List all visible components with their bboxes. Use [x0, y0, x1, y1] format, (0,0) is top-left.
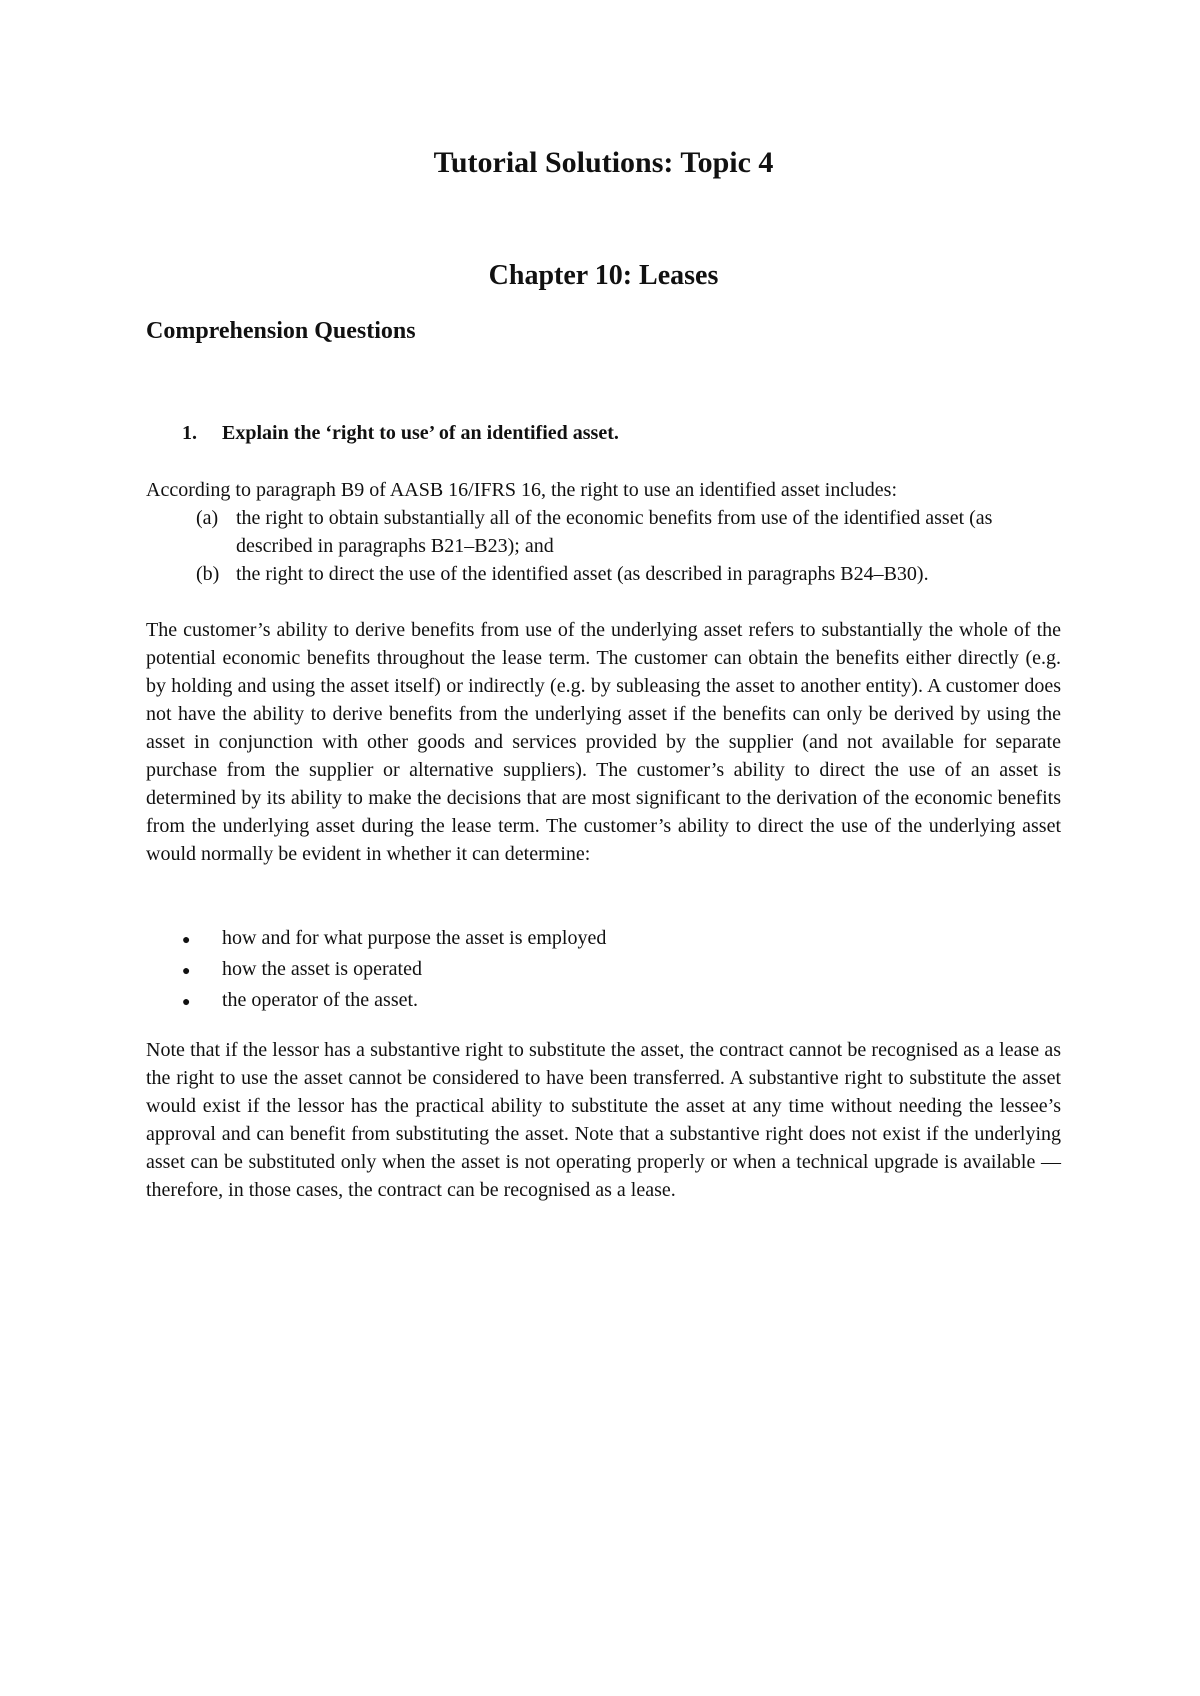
- question-1: [182, 422, 619, 445]
- section-heading: Comprehension Questions: [146, 318, 416, 344]
- list-item: [196, 560, 1061, 588]
- list-item-text: the operator of the asset.: [222, 989, 419, 1011]
- list-marker: (b): [196, 563, 220, 585]
- paragraph-benefits: The customer’s ability to derive benefits from use of the underlying asset refers to substantially the whole of the potential economic benefits throughout the lease term. The customer can obtain the benefits either directly (e.g. by holding and using the asset itself) or indirectly (e.g. by subleasing the asset to another entity). A customer does not have the ability to derive benefits from the underlying asset if the benefits can only be derived by using the asset in conjunction with other goods and services provided by the supplier (and not available for separate purchase from the supplier or alternative suppliers). The customer’s ability to direct the use of an asset is determined by its ability to make the decisions that are most significant to the derivation of the economic benefits from the underlying asset during the lease term. The customer’s ability to direct the use of the underlying asset would normally be evident in whether it can determine:: [146, 619, 1061, 865]
- list-item: [196, 504, 1061, 560]
- list-item-text: the right to obtain substantially all of the economic benefits from use of the identified asset (as described in paragraphs B21–B23); and: [236, 507, 993, 557]
- determine-bullet-list: [182, 924, 1062, 1017]
- chapter-heading: Chapter 10: Leases: [488, 260, 719, 291]
- list-item-text: how and for what purpose the asset is employed: [222, 927, 607, 949]
- rights-list: [196, 504, 1061, 588]
- document-title: Tutorial Solutions: Topic 4: [433, 146, 774, 179]
- list-marker: (a): [196, 507, 219, 529]
- bullet-icon: ●: [182, 933, 191, 948]
- list-item-text: how the asset is operated: [222, 958, 422, 980]
- question-number: 1.: [182, 422, 197, 444]
- bullet-icon: ●: [182, 995, 191, 1010]
- list-item: [182, 986, 1062, 1017]
- paragraph-substitution: Note that if the lessor has a substantive right to substitute the asset, the contract cannot be recognised as a lease as the right to use the asset cannot be considered to have been transferred. A substantive right to substitute the asset would exist if the lessor has the practical ability to substitute the asset at any time without needing the lessee’s approval and can benefit from substituting the asset. Note that a substantive right does not exist if the underlying asset can be substituted only when the asset is not operating properly or when a technical upgrade is available — therefore, in those cases, the contract can be recognised as a lease.: [146, 1039, 1061, 1201]
- paragraph-intro: According to paragraph B9 of AASB 16/IFRS 16, the right to use an identified asset includes:: [146, 479, 897, 501]
- bullet-icon: ●: [182, 964, 191, 979]
- list-item: [182, 924, 1062, 955]
- question-text: Explain the ‘right to use’ of an identified asset.: [222, 422, 619, 444]
- list-item-text: the right to direct the use of the identified asset (as described in paragraphs B24–B30).: [236, 563, 929, 585]
- list-item: [182, 955, 1062, 986]
